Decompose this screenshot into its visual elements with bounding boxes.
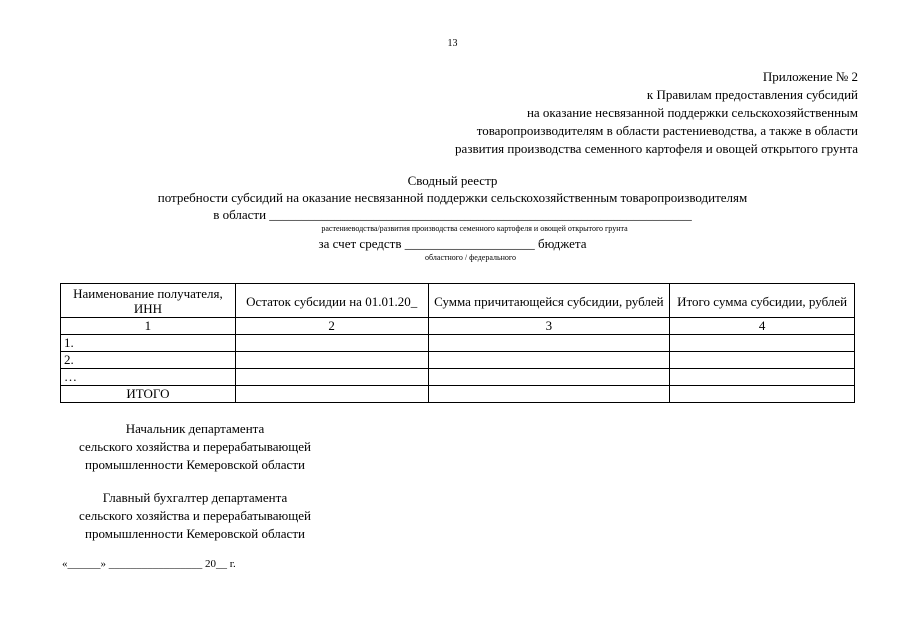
registry-table	[60, 283, 855, 403]
table-cell	[428, 335, 670, 352]
appendix-line-1: Приложение № 2	[762, 69, 858, 84]
table-row	[61, 335, 855, 352]
signature-head-line-3: промышленности Кемеровской области	[85, 457, 305, 472]
area-field-line: в области _________________________________________________________________	[213, 207, 692, 222]
appendix-line-3: на оказание несвязанной поддержки сельскохозяйственным	[526, 105, 858, 120]
appendix-line-5: развития производства семенного картофеля и овощей открытого грунта	[455, 141, 858, 156]
signature-head-line-2: сельского хозяйства и перерабатывающей	[79, 439, 311, 454]
column-number: 3	[428, 318, 670, 335]
budget-field-hint: областного / федерального	[425, 253, 516, 262]
table-cell	[670, 352, 855, 369]
table-cell	[670, 386, 855, 403]
table-cell	[428, 369, 670, 386]
table-cell	[235, 335, 428, 352]
total-row	[61, 386, 855, 403]
appendix-line-2: к Правилам предоставления субсидий	[646, 87, 858, 102]
signature-accountant	[60, 489, 330, 543]
table-cell	[235, 386, 428, 403]
header-recipient: Наименование получателя, ИНН	[61, 284, 236, 318]
signature-accountant-line-2: сельского хозяйства и перерабатывающей	[79, 508, 311, 523]
table-cell	[428, 386, 670, 403]
header-balance: Остаток субсидии на 01.01.20_	[235, 284, 428, 318]
table-cell: 2.	[61, 352, 236, 369]
document-subtitle: потребности субсидий на оказание несвязанной поддержки сельскохозяйственным товаропроизводителям	[157, 190, 748, 205]
signature-accountant-line-1: Главный бухгалтер департамента	[102, 490, 288, 505]
signature-head	[60, 420, 330, 474]
appendix-line-4: товаропроизводителям в области растениеводства, а также в области	[476, 123, 858, 138]
column-number: 2	[235, 318, 428, 335]
header-total-amount: Итого сумма субсидии, рублей	[670, 284, 855, 318]
signature-head-line-1: Начальник департамента	[125, 421, 265, 436]
table-row	[61, 352, 855, 369]
signature-accountant-line-3: промышленности Кемеровской области	[85, 526, 305, 541]
column-number-row	[61, 318, 855, 335]
column-number: 4	[670, 318, 855, 335]
table-row	[61, 369, 855, 386]
budget-field-line: за счет средств ____________________ бюджета	[318, 236, 587, 251]
page-number: 13	[447, 38, 458, 49]
total-label: ИТОГО	[61, 386, 236, 403]
area-field-hint: растениеводства/развития производства семенного картофеля и овощей открытого грунта	[321, 224, 628, 233]
appendix-header	[455, 68, 858, 158]
table-cell	[670, 369, 855, 386]
table-cell: 1.	[61, 335, 236, 352]
date-line: «______» _________________ 20__ г.	[62, 558, 236, 570]
header-due-amount: Сумма причитающейся субсидии, рублей	[428, 284, 670, 318]
table-cell: …	[61, 369, 236, 386]
table-cell	[235, 369, 428, 386]
column-number: 1	[61, 318, 236, 335]
table-header-row	[61, 284, 855, 318]
table-cell	[670, 335, 855, 352]
document-title: Сводный реестр	[407, 173, 498, 188]
table-cell	[235, 352, 428, 369]
table-cell	[428, 352, 670, 369]
